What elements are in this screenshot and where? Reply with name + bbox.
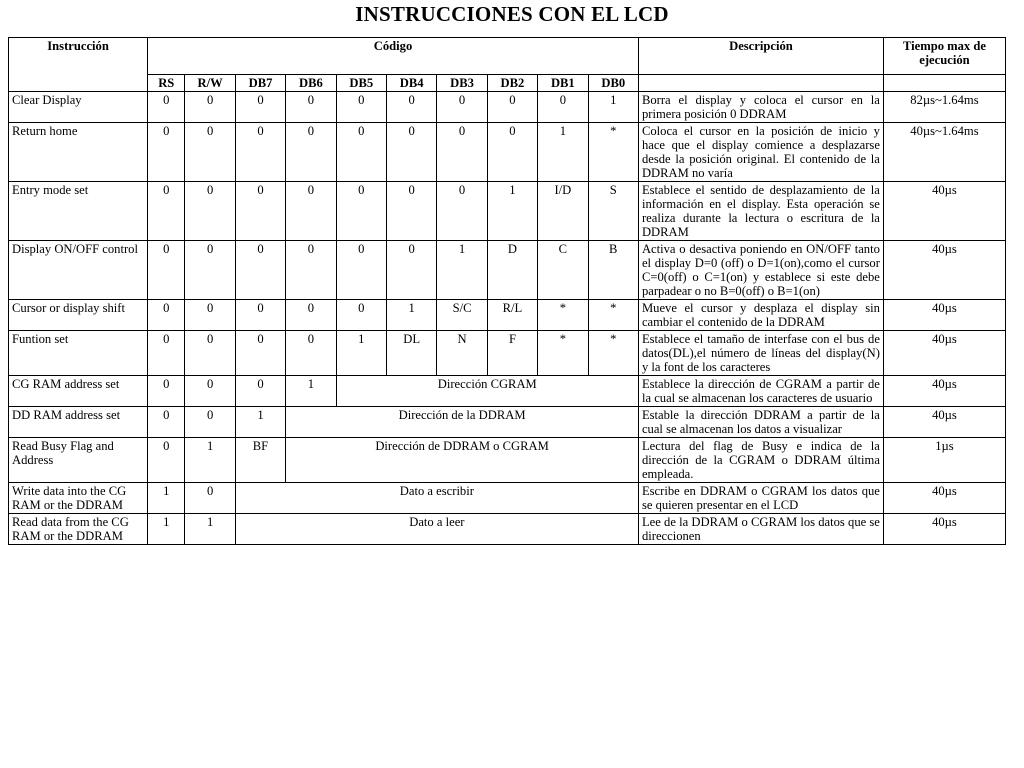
bit-cell: 0 bbox=[235, 300, 285, 331]
table-row bbox=[9, 300, 1006, 331]
bit-cell: 0 bbox=[386, 182, 436, 241]
bit-cell: 0 bbox=[235, 182, 285, 241]
bit-cell: 0 bbox=[235, 241, 285, 300]
instruction-description: Lee de la DDRAM o CGRAM los datos que se direccionen bbox=[638, 514, 883, 545]
bit-cell: 0 bbox=[185, 331, 235, 376]
bit-cell: * bbox=[538, 331, 588, 376]
execution-time: 40µs bbox=[883, 376, 1005, 407]
bit-cell: 1 bbox=[538, 123, 588, 182]
bit-cell: 0 bbox=[336, 92, 386, 123]
bit-header-rs: RS bbox=[148, 75, 185, 92]
bit-header-db0: DB0 bbox=[588, 75, 638, 92]
bit-cell: 0 bbox=[437, 123, 487, 182]
bit-cell: 0 bbox=[148, 331, 185, 376]
instruction-name: Funtion set bbox=[9, 331, 148, 376]
instruction-name: Cursor or display shift bbox=[9, 300, 148, 331]
bit-cell: 0 bbox=[185, 92, 235, 123]
instruction-description: Establece la dirección de CGRAM a partir de la cual se almacenan los caracteres de usuario bbox=[638, 376, 883, 407]
instruction-description: Escribe en DDRAM o CGRAM los datos que se quieren presentar en el LCD bbox=[638, 483, 883, 514]
address-span-cell: Dato a leer bbox=[235, 514, 638, 545]
execution-time: 40µs bbox=[883, 514, 1005, 545]
bit-cell: F bbox=[487, 331, 537, 376]
bit-header-spacer-desc bbox=[638, 75, 883, 92]
bit-cell: 1 bbox=[148, 514, 185, 545]
bit-cell: S bbox=[588, 182, 638, 241]
bit-cell: I/D bbox=[538, 182, 588, 241]
bit-header-db6: DB6 bbox=[286, 75, 336, 92]
bit-cell: 0 bbox=[286, 300, 336, 331]
bit-cell: 0 bbox=[148, 376, 185, 407]
bit-cell: 0 bbox=[185, 407, 235, 438]
header-code: Código bbox=[148, 38, 639, 75]
bit-cell: * bbox=[538, 300, 588, 331]
bit-cell: * bbox=[588, 123, 638, 182]
table-row bbox=[9, 241, 1006, 300]
bit-cell: 1 bbox=[386, 300, 436, 331]
bit-cell: 1 bbox=[487, 182, 537, 241]
bit-cell: 0 bbox=[538, 92, 588, 123]
address-span-cell: Dato a escribir bbox=[235, 483, 638, 514]
address-span-cell: Dirección CGRAM bbox=[336, 376, 638, 407]
bit-cell: * bbox=[588, 331, 638, 376]
bit-header-db7: DB7 bbox=[235, 75, 285, 92]
instruction-name: Entry mode set bbox=[9, 182, 148, 241]
instruction-description: Coloca el cursor en la posición de inicio y hace que el display comience a desplazarse desde la posición original. El contenido de la DDRAM no varía bbox=[638, 123, 883, 182]
bit-cell: 1 bbox=[235, 407, 285, 438]
instruction-name: Write data into the CG RAM or the DDRAM bbox=[9, 483, 148, 514]
bit-cell: 0 bbox=[386, 92, 436, 123]
execution-time: 40µs~1.64ms bbox=[883, 123, 1005, 182]
table-row bbox=[9, 331, 1006, 376]
instruction-name: Display ON/OFF control bbox=[9, 241, 148, 300]
bit-cell: 1 bbox=[148, 483, 185, 514]
bit-header-rw: R/W bbox=[185, 75, 235, 92]
bit-header-db5: DB5 bbox=[336, 75, 386, 92]
bit-cell: 0 bbox=[386, 241, 436, 300]
bit-header-row bbox=[9, 75, 1006, 92]
bit-cell: 0 bbox=[487, 123, 537, 182]
bit-cell: 0 bbox=[286, 92, 336, 123]
header-time: Tiempo max de ejecución bbox=[883, 38, 1005, 75]
execution-time: 40µs bbox=[883, 300, 1005, 331]
bit-cell: * bbox=[588, 300, 638, 331]
instruction-description: Establece el tamaño de interfase con el bus de datos(DL),el número de líneas del display(N) y la font de los caracteres bbox=[638, 331, 883, 376]
bit-cell: 1 bbox=[588, 92, 638, 123]
bit-cell: 0 bbox=[185, 483, 235, 514]
bit-cell: N bbox=[437, 331, 487, 376]
table-row bbox=[9, 376, 1006, 407]
bit-cell: 1 bbox=[336, 331, 386, 376]
execution-time: 40µs bbox=[883, 483, 1005, 514]
execution-time: 82µs~1.64ms bbox=[883, 92, 1005, 123]
bit-header-spacer-time bbox=[883, 75, 1005, 92]
bit-cell: 1 bbox=[286, 376, 336, 407]
bit-cell: 0 bbox=[235, 92, 285, 123]
instruction-name: CG RAM address set bbox=[9, 376, 148, 407]
bit-cell: 0 bbox=[235, 376, 285, 407]
bit-cell: 0 bbox=[235, 331, 285, 376]
execution-time: 40µs bbox=[883, 407, 1005, 438]
instruction-table bbox=[8, 37, 1006, 545]
bit-cell: 0 bbox=[286, 241, 336, 300]
bit-cell: 0 bbox=[336, 123, 386, 182]
instruction-name: Read data from the CG RAM or the DDRAM bbox=[9, 514, 148, 545]
bit-cell: 0 bbox=[185, 300, 235, 331]
header-instruction: Instrucción bbox=[9, 38, 148, 92]
address-span-cell: Dirección de DDRAM o CGRAM bbox=[286, 438, 639, 483]
bit-cell: 0 bbox=[148, 123, 185, 182]
bit-header-db3: DB3 bbox=[437, 75, 487, 92]
address-span-cell: Dirección de la DDRAM bbox=[286, 407, 639, 438]
header-description: Descripción bbox=[638, 38, 883, 75]
instruction-description: Estable la dirección DDRAM a partir de la cual se almacenan los datos a visualizar bbox=[638, 407, 883, 438]
table-row bbox=[9, 123, 1006, 182]
table-row bbox=[9, 483, 1006, 514]
bit-header-db4: DB4 bbox=[386, 75, 436, 92]
instruction-name: Return home bbox=[9, 123, 148, 182]
table-row bbox=[9, 438, 1006, 483]
table-row bbox=[9, 92, 1006, 123]
bit-cell: 0 bbox=[336, 241, 386, 300]
bit-cell: DL bbox=[386, 331, 436, 376]
bit-cell: C bbox=[538, 241, 588, 300]
instruction-name: Clear Display bbox=[9, 92, 148, 123]
table-row bbox=[9, 407, 1006, 438]
bit-cell: 0 bbox=[148, 92, 185, 123]
execution-time: 40µs bbox=[883, 331, 1005, 376]
header-row bbox=[9, 38, 1006, 75]
bit-cell: 0 bbox=[185, 376, 235, 407]
bit-cell: 0 bbox=[336, 300, 386, 331]
table-row bbox=[9, 182, 1006, 241]
bit-header-db2: DB2 bbox=[487, 75, 537, 92]
execution-time: 40µs bbox=[883, 241, 1005, 300]
instruction-description: Establece el sentido de desplazamiento de la información en el display. Esta operación se realiza durante la lectura o escritura de la DDRAM bbox=[638, 182, 883, 241]
instruction-description: Mueve el cursor y desplaza el display sin cambiar el contenido de la DDRAM bbox=[638, 300, 883, 331]
bit-cell: 0 bbox=[286, 331, 336, 376]
bit-cell: B bbox=[588, 241, 638, 300]
bit-cell: 1 bbox=[437, 241, 487, 300]
bit-cell: S/C bbox=[437, 300, 487, 331]
bit-cell: 1 bbox=[185, 514, 235, 545]
bit-cell: R/L bbox=[487, 300, 537, 331]
instruction-description: Activa o desactiva poniendo en ON/OFF tanto el display D=0 (off) o D=1(on),como el cursor C=0(off) o C=1(on) y establece si este debe parpadear o no B=0(off) o B=1(on) bbox=[638, 241, 883, 300]
execution-time: 40µs bbox=[883, 182, 1005, 241]
bit-cell: 0 bbox=[148, 300, 185, 331]
bit-cell: 0 bbox=[437, 182, 487, 241]
bit-cell: 0 bbox=[336, 182, 386, 241]
bit-cell: 0 bbox=[148, 241, 185, 300]
table-row bbox=[9, 514, 1006, 545]
bit-cell: 0 bbox=[286, 182, 336, 241]
bit-cell: BF bbox=[235, 438, 285, 483]
bit-cell: 0 bbox=[148, 182, 185, 241]
instruction-name: DD RAM address set bbox=[9, 407, 148, 438]
bit-cell: D bbox=[487, 241, 537, 300]
bit-cell: 0 bbox=[286, 123, 336, 182]
bit-cell: 0 bbox=[185, 241, 235, 300]
bit-cell: 1 bbox=[185, 438, 235, 483]
bit-cell: 0 bbox=[148, 407, 185, 438]
page-title: INSTRUCCIONES CON EL LCD bbox=[355, 2, 669, 26]
bit-cell: 0 bbox=[185, 123, 235, 182]
bit-header-db1: DB1 bbox=[538, 75, 588, 92]
bit-cell: 0 bbox=[386, 123, 436, 182]
instruction-rows bbox=[9, 92, 1006, 545]
bit-cell: 0 bbox=[487, 92, 537, 123]
instruction-name: Read Busy Flag and Address bbox=[9, 438, 148, 483]
bit-cell: 0 bbox=[437, 92, 487, 123]
execution-time: 1µs bbox=[883, 438, 1005, 483]
instruction-description: Lectura del flag de Busy e indica de la dirección de la CGRAM o DDRAM última empleada. bbox=[638, 438, 883, 483]
instruction-description: Borra el display y coloca el cursor en la primera posición 0 DDRAM bbox=[638, 92, 883, 123]
bit-cell: 0 bbox=[235, 123, 285, 182]
bit-cell: 0 bbox=[185, 182, 235, 241]
bit-cell: 0 bbox=[148, 438, 185, 483]
